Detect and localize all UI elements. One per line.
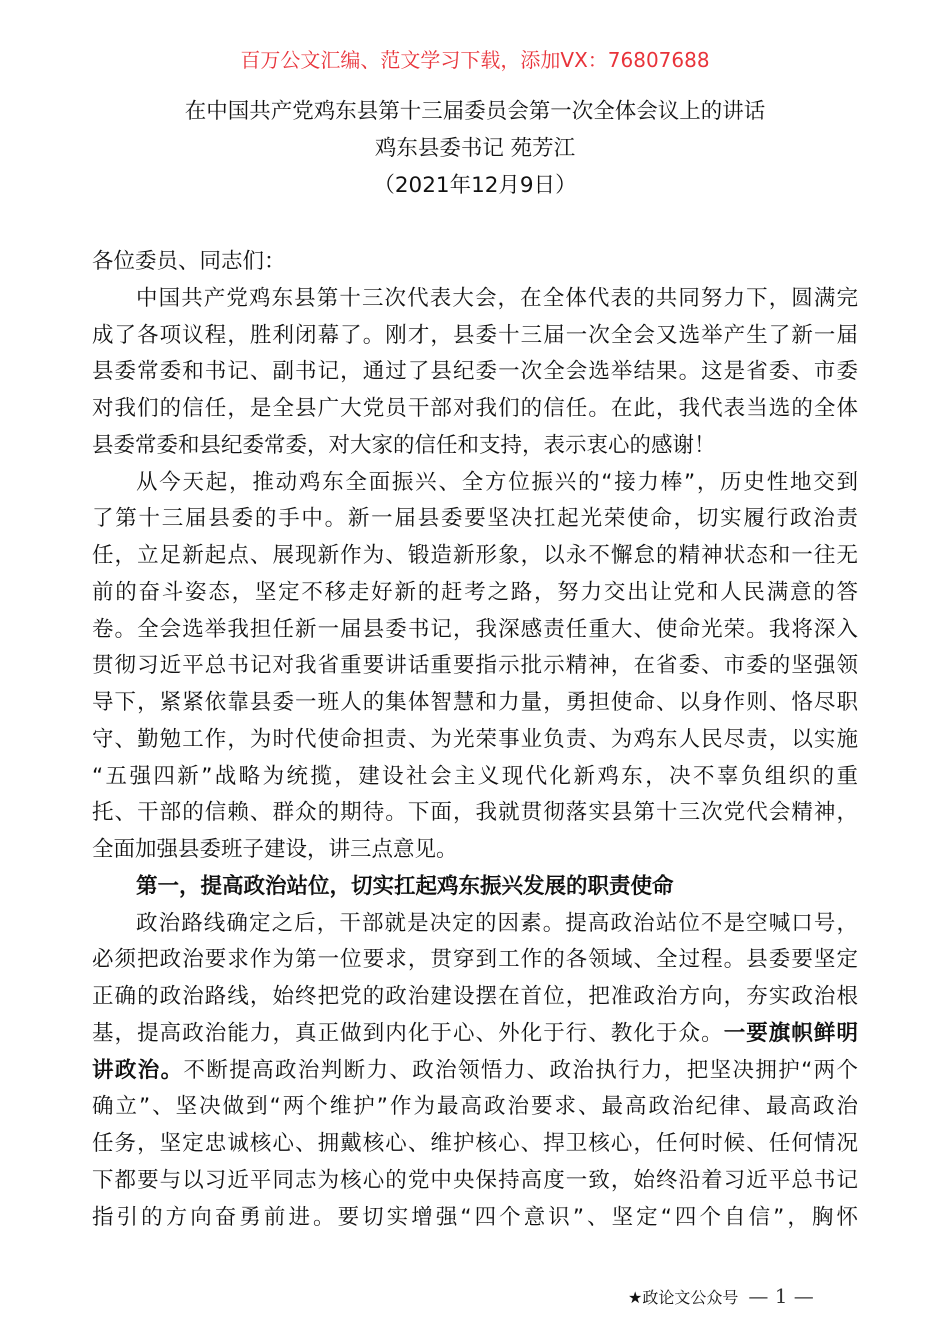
- paragraph: [92, 244, 858, 281]
- watermark-banner: 百万公文汇编、范文学习下载，添加VX：76807688: [240, 48, 710, 72]
- page-number: — 1 —: [748, 1284, 814, 1308]
- page-footer: [628, 1283, 814, 1311]
- text-line: 全面加强县委班子建设，讲三点意见。: [92, 837, 458, 862]
- text-line: 各位委员、同志们：: [92, 249, 286, 274]
- text-line: 任务，坚定忠诚核心、拥戴核心、维护核心、捍卫核心，任何时候、任何情况: [92, 1131, 858, 1156]
- text-line: 守、勤勉工作，为时代使命担责、为光荣事业负责、为鸡东人民尽责，以实施: [92, 726, 858, 752]
- text-line: 成了各项议程，胜利闭幕了。刚才，县委十三届一次全会又选举产生了新一届: [92, 322, 858, 348]
- document-date: （2021年12月9日）: [373, 173, 577, 198]
- paragraph: [92, 281, 858, 465]
- text-line: 确立”、坚决做到“两个维护”作为最高政治要求、最高政治纪律、最高政治: [92, 1094, 858, 1120]
- document-body: [92, 244, 858, 1236]
- text-line: 下都要与以习近平同志为核心的党中央保持高度一致，始终沿着习近平总书记: [92, 1167, 858, 1193]
- footer-source: ★政论文公众号: [628, 1288, 739, 1307]
- text-line: [92, 869, 858, 906]
- text-line: 指引的方向奋勇前进。要切实增强“四个意识”、坚定“四个自信”，胸怀: [92, 1204, 858, 1230]
- text-line: “五强四新”战略为统揽，建设社会主义现代化新鸡东，决不辜负组织的重: [92, 763, 858, 789]
- paragraph: [92, 906, 858, 1237]
- text-line: 卷。全会选举我担任新一届县委书记，我深感责任重大、使命光荣。我将深入: [92, 616, 858, 642]
- text-line: 政治路线确定之后，干部就是决定的因素。提高政治站位不是空喊口号，: [136, 910, 858, 936]
- text-line: 必须把政治要求作为第一位要求，贯穿到工作的各领域、全过程。县委要坚定: [92, 947, 858, 973]
- text-line: 对我们的信任，是全县广大党员干部对我们的信任。在此，我代表当选的全体: [92, 396, 858, 421]
- text-line: 从今天起，推动鸡东全面振兴、全方位振兴的“接力棒”，历史性地交到: [136, 469, 858, 495]
- bold-text: 第一，提高政治站位，切实扛起鸡东振兴发展的职责使命: [136, 873, 674, 899]
- text-line: 任，立足新起点、展现新作为、锻造新形象，以永不懈怠的精神状态和一往无: [92, 543, 858, 568]
- text-line: 县委常委和县纪委常委，对大家的信任和支持，表示衷心的感谢！: [92, 432, 716, 458]
- text-segment: 基，提高政治能力，真正做到内化于心、外化于行、教化于众。: [92, 1020, 724, 1046]
- section-heading: [92, 869, 858, 906]
- paragraph: [92, 465, 858, 869]
- text-line: 县委常委和书记、副书记，通过了县纪委一次全会选举结果。这是省委、市委: [92, 359, 858, 385]
- text-line: [92, 1053, 858, 1090]
- text-line: 托、干部的信赖、群众的期待。下面，我就贯彻落实县第十三次党代会精神，: [92, 800, 858, 826]
- text-line: 正确的政治路线，始终把党的政治建设摆在首位，把准政治方向，夯实政治根: [92, 984, 858, 1009]
- text-line: 前的奋斗姿态，坚定不移走好新的赶考之路，努力交出让党和人民满意的答: [92, 579, 858, 605]
- text-line: 中国共产党鸡东县第十三次代表大会，在全体代表的共同努力下，圆满完: [136, 285, 858, 311]
- text-line: 贯彻习近平总书记对我省重要讲话重要指示批示精神，在省委、市委的坚强领: [92, 653, 858, 679]
- text-segment: 不断提高政治判断力、政治领悟力、政治执行力，把坚决拥护“两个: [183, 1057, 858, 1083]
- text-line: [92, 1016, 858, 1053]
- text-line: 导下，紧紧依靠县委一班人的集体智慧和力量，勇担使命、以身作则、恪尽职: [92, 690, 858, 715]
- document-author: 鸡东县委书记 苑芳江: [374, 136, 576, 161]
- text-line: 了第十三届县委的手中。新一届县委要坚决扛起光荣使命，切实履行政治责: [92, 506, 858, 532]
- bold-text: 一要旗帜鲜明: [723, 1020, 858, 1046]
- bold-text: 讲政治。: [92, 1057, 184, 1083]
- document-title: 在中国共产党鸡东县第十三届委员会第一次全体会议上的讲话: [184, 99, 766, 124]
